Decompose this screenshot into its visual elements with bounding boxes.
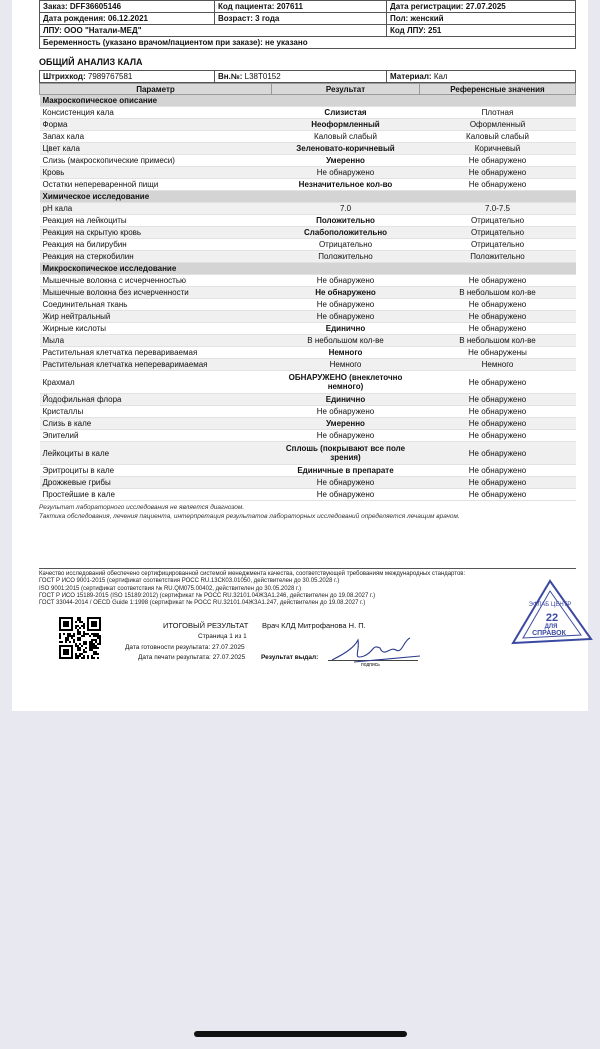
reference-cell: Не обнаружены bbox=[420, 347, 576, 359]
section-header bbox=[40, 263, 576, 275]
reference-cell: В небольшом кол-ве bbox=[420, 287, 576, 299]
reference-cell: Положительно bbox=[420, 251, 576, 263]
reference-cell: Не обнаружено bbox=[420, 477, 576, 489]
parameter-cell: Йодофильная флора bbox=[40, 394, 272, 406]
table-row bbox=[40, 442, 576, 465]
result-cell: Немного bbox=[272, 359, 420, 371]
parameter-cell: Простейшие в кале bbox=[40, 489, 272, 501]
result-cell: Умеренно bbox=[272, 418, 420, 430]
parameter-cell: Крахмал bbox=[40, 371, 272, 394]
result-cell: Отрицательно bbox=[272, 239, 420, 251]
stamp-number: 22 bbox=[545, 612, 559, 624]
result-cell: Слизистая bbox=[272, 107, 420, 119]
cert-line: ГОСТ 33044-2014 / OECD Guide 1:1998 (сертификат № РОСС RU.32101.04ЖЗА1.247, действителен до 19.08.2027 г.) bbox=[39, 600, 366, 607]
inner-number-cell: Вн.№: L38T0152 bbox=[215, 71, 387, 83]
order-cell: Заказ: DFF36605146 bbox=[40, 1, 215, 13]
report-content bbox=[39, 0, 576, 668]
col-parameter: Параметр bbox=[40, 84, 272, 95]
reg-date: 27.07.2025 bbox=[465, 2, 506, 11]
report-title: ОБЩИЙ АНАЛИЗ КАЛА bbox=[39, 57, 143, 67]
parameter-cell: Запах кала bbox=[40, 131, 272, 143]
parameter-cell: Эритроциты в кале bbox=[40, 465, 272, 477]
parameter-cell: Реакция на стеркобилин bbox=[40, 251, 272, 263]
note-tactics: Тактика обследования, лечения пациента, интерпретация результатов лабораторных исследований определяется лечащим врачом. bbox=[39, 513, 460, 520]
table-row bbox=[40, 227, 576, 239]
result-cell: Не обнаружено bbox=[272, 406, 420, 418]
birth-cell: Дата рождения: 06.12.2021 bbox=[40, 13, 215, 25]
patient-code: 207611 bbox=[276, 2, 303, 11]
result-cell: Умеренно bbox=[272, 155, 420, 167]
parameter-cell: Слизь в кале bbox=[40, 418, 272, 430]
parameter-cell: Соединительная ткань bbox=[40, 299, 272, 311]
parameter-cell: Консистенция кала bbox=[40, 107, 272, 119]
inner-number: L38T0152 bbox=[244, 72, 281, 81]
barcode-cell: Штрихкод: 7989767581 bbox=[40, 71, 215, 83]
pregnancy: не указано bbox=[265, 38, 308, 47]
table-row bbox=[40, 477, 576, 489]
table-row bbox=[40, 335, 576, 347]
birth-date: 06.12.2021 bbox=[107, 14, 148, 23]
table-row bbox=[40, 323, 576, 335]
lab-stamp bbox=[505, 577, 595, 667]
lpu-code-cell: Код ЛПУ: 251 bbox=[387, 25, 576, 37]
parameter-cell: Мышечные волокна с исчерченностью bbox=[40, 275, 272, 287]
material: Кал bbox=[433, 72, 448, 81]
result-cell: Сплошь (покрывают все поле зрения) bbox=[272, 442, 420, 465]
sex: женский bbox=[410, 14, 444, 23]
issued-label: Результат выдал: bbox=[261, 654, 319, 661]
sample-info bbox=[39, 70, 576, 83]
result-cell: Незначительное кол-во bbox=[272, 179, 420, 191]
barcode: 7989767581 bbox=[87, 72, 133, 81]
qr-code bbox=[59, 617, 101, 659]
reference-cell: Не обнаружено bbox=[420, 179, 576, 191]
ready-date-line: Дата готовности результата: 27.07.2025 bbox=[125, 644, 245, 651]
result-cell: 7.0 bbox=[272, 203, 420, 215]
parameter-cell: Мышечные волокна без исчерченности bbox=[40, 287, 272, 299]
print-date-line: Дата печати результата: 27.07.2025 bbox=[138, 654, 246, 661]
table-row bbox=[40, 119, 576, 131]
stamp-text-bottom: СПРАВОК bbox=[532, 630, 566, 637]
final-result-label: ИТОГОВЫЙ РЕЗУЛЬТАТ bbox=[163, 621, 249, 630]
table-row bbox=[40, 287, 576, 299]
section-title: Микроскопическое исследование bbox=[40, 263, 576, 275]
result-cell: Не обнаружено bbox=[272, 489, 420, 501]
result-cell: Не обнаружено bbox=[272, 430, 420, 442]
parameter-cell: Слизь (макроскопические примеси) bbox=[40, 155, 272, 167]
print-date: 27.07.2025 bbox=[212, 654, 246, 661]
reference-cell: Не обнаружено bbox=[420, 418, 576, 430]
reference-cell: Отрицательно bbox=[420, 227, 576, 239]
table-row bbox=[40, 430, 576, 442]
result-cell: Не обнаружено bbox=[272, 477, 420, 489]
note-diagnosis: Результат лабораторного исследования не является диагнозом. bbox=[39, 504, 245, 511]
result-cell: Единично bbox=[272, 323, 420, 335]
table-row bbox=[40, 347, 576, 359]
result-cell: Каловый слабый bbox=[272, 131, 420, 143]
lpu-name: ООО "Натали-МЕД" bbox=[64, 26, 142, 35]
parameter-cell: Реакция на скрытую кровь bbox=[40, 227, 272, 239]
table-row bbox=[40, 371, 576, 394]
parameter-cell: Жирные кислоты bbox=[40, 323, 272, 335]
table-row bbox=[40, 465, 576, 477]
report-sheet bbox=[12, 0, 588, 711]
col-reference: Референсные значения bbox=[420, 84, 576, 95]
reference-cell: Не обнаружено bbox=[420, 299, 576, 311]
table-row bbox=[40, 215, 576, 227]
result-cell: Неоформленный bbox=[272, 119, 420, 131]
result-cell: В небольшом кол-ве bbox=[272, 335, 420, 347]
result-cell: Положительно bbox=[272, 215, 420, 227]
results-body bbox=[40, 95, 576, 501]
age: 3 года bbox=[255, 14, 280, 23]
table-row bbox=[40, 275, 576, 287]
parameter-cell: Растительная клетчатка перевариваемая bbox=[40, 347, 272, 359]
home-indicator[interactable] bbox=[194, 1031, 407, 1037]
result-cell: Не обнаружено bbox=[272, 299, 420, 311]
cert-line: ГОСТ Р ИСО 9001-2015 (сертификат соответствия РОСС RU.13СК03.01050, действителен до 30.05.2028 г.) bbox=[39, 578, 340, 585]
reference-cell: Каловый слабый bbox=[420, 131, 576, 143]
reference-cell: Не обнаружено bbox=[420, 442, 576, 465]
result-cell: Не обнаружено bbox=[272, 287, 420, 299]
section-header bbox=[40, 95, 576, 107]
table-row bbox=[40, 203, 576, 215]
parameter-cell: Цвет кала bbox=[40, 143, 272, 155]
certification-block bbox=[39, 568, 576, 607]
cert-line: Качество исследований обеспечено сертифицированной системой менеджмента качества, соответствующей требованиям международных стандартов: bbox=[39, 571, 466, 577]
reference-cell: Не обнаружено bbox=[420, 371, 576, 394]
table-row bbox=[40, 179, 576, 191]
reference-cell: Не обнаружено bbox=[420, 489, 576, 501]
reference-cell: Отрицательно bbox=[420, 239, 576, 251]
parameter-cell: Мыла bbox=[40, 335, 272, 347]
parameter-cell: Реакция на лейкоциты bbox=[40, 215, 272, 227]
material-cell: Материал: Кал bbox=[387, 71, 576, 83]
table-row bbox=[40, 359, 576, 371]
reference-cell: Не обнаружено bbox=[420, 430, 576, 442]
result-cell: Единичные в препарате bbox=[272, 465, 420, 477]
notes bbox=[39, 503, 576, 521]
result-cell: ОБНАРУЖЕНО (внеклеточно немного) bbox=[272, 371, 420, 394]
reference-cell: Немного bbox=[420, 359, 576, 371]
reference-cell: Не обнаружено bbox=[420, 323, 576, 335]
age-cell: Возраст: 3 года bbox=[215, 13, 387, 25]
reference-cell: Не обнаружено bbox=[420, 311, 576, 323]
reference-cell: Не обнаружено bbox=[420, 465, 576, 477]
section-header bbox=[40, 191, 576, 203]
signature bbox=[324, 630, 424, 670]
sex-cell: Пол: женский bbox=[387, 13, 576, 25]
reg-date-cell: Дата регистрации: 27.07.2025 bbox=[387, 1, 576, 13]
parameter-cell: Кровь bbox=[40, 167, 272, 179]
table-row bbox=[40, 418, 576, 430]
patient-code-cell: Код пациента: 207611 bbox=[215, 1, 387, 13]
result-cell: Не обнаружено bbox=[272, 311, 420, 323]
result-cell: Немного bbox=[272, 347, 420, 359]
table-row bbox=[40, 299, 576, 311]
result-cell: Единично bbox=[272, 394, 420, 406]
parameter-cell: Форма bbox=[40, 119, 272, 131]
parameter-cell: pH кала bbox=[40, 203, 272, 215]
reference-cell: 7.0-7.5 bbox=[420, 203, 576, 215]
parameter-cell: Растительная клетчатка непереваримаемая bbox=[40, 359, 272, 371]
table-row bbox=[40, 155, 576, 167]
page-number: Страница 1 из 1 bbox=[198, 633, 247, 640]
table-row bbox=[40, 239, 576, 251]
cert-line: ГОСТ Р ИСО 15189-2015 (ISO 15189:2012) (сертификат № РОСС RU.32101.04ЖЗА1.246, действителен до 19.08.2027 г.) bbox=[39, 592, 376, 599]
result-cell: Слабоположительно bbox=[272, 227, 420, 239]
doctor-name: Врач КЛД Митрофанова Н. П. bbox=[262, 621, 366, 630]
patient-header bbox=[39, 0, 576, 49]
parameter-cell: Кристаллы bbox=[40, 406, 272, 418]
table-row bbox=[40, 251, 576, 263]
cert-line: ISO 9001:2015 (сертификат соответствия № RU.QM075.00402, действителен до 30.05.2028 г.) bbox=[39, 585, 302, 592]
reference-cell: Отрицательно bbox=[420, 215, 576, 227]
result-cell: Не обнаружено bbox=[272, 275, 420, 287]
reference-cell: Не обнаружено bbox=[420, 155, 576, 167]
table-row bbox=[40, 131, 576, 143]
stamp-text-top: ЭФЛАБ ЦЕНТР bbox=[528, 602, 572, 608]
order-number: DFF36605146 bbox=[69, 2, 122, 11]
parameter-cell: Остатки непереваренной пищи bbox=[40, 179, 272, 191]
reference-cell: Плотная bbox=[420, 107, 576, 119]
ready-date: 27.07.2025 bbox=[212, 644, 245, 651]
reference-cell: Не обнаружено bbox=[420, 167, 576, 179]
reference-cell: Не обнаружено bbox=[420, 406, 576, 418]
reference-cell: Не обнаружено bbox=[420, 394, 576, 406]
parameter-cell: Лейкоциты в кале bbox=[40, 442, 272, 465]
table-row bbox=[40, 167, 576, 179]
reference-cell: В небольшом кол-ве bbox=[420, 335, 576, 347]
result-cell: Положительно bbox=[272, 251, 420, 263]
table-row bbox=[40, 394, 576, 406]
table-row bbox=[40, 406, 576, 418]
lpu-code: 251 bbox=[428, 26, 442, 35]
reference-cell: Оформленный bbox=[420, 119, 576, 131]
parameter-cell: Дрожжевые грибы bbox=[40, 477, 272, 489]
parameter-cell: Эпителий bbox=[40, 430, 272, 442]
signature-caption: подпись bbox=[361, 662, 380, 668]
table-row bbox=[40, 489, 576, 501]
results-table bbox=[39, 83, 576, 501]
parameter-cell: Реакция на билирубин bbox=[40, 239, 272, 251]
table-row bbox=[40, 143, 576, 155]
section-title: Химическое исследование bbox=[40, 191, 576, 203]
table-row bbox=[40, 311, 576, 323]
result-cell: Зеленовато-коричневый bbox=[272, 143, 420, 155]
reference-cell: Коричневый bbox=[420, 143, 576, 155]
table-row bbox=[40, 107, 576, 119]
reference-cell: Не обнаружено bbox=[420, 275, 576, 287]
result-cell: Не обнаружено bbox=[272, 167, 420, 179]
lpu-cell: ЛПУ: ООО "Натали-МЕД" bbox=[40, 25, 387, 37]
section-title: Макроскопическое описание bbox=[40, 95, 576, 107]
pregnancy-cell: Беременность (указано врачом/пациентом при заказе): не указано bbox=[40, 37, 576, 49]
parameter-cell: Жир нейтральный bbox=[40, 311, 272, 323]
stamp-text-mid: ДЛЯ bbox=[544, 624, 558, 630]
col-result: Результат bbox=[272, 84, 420, 95]
